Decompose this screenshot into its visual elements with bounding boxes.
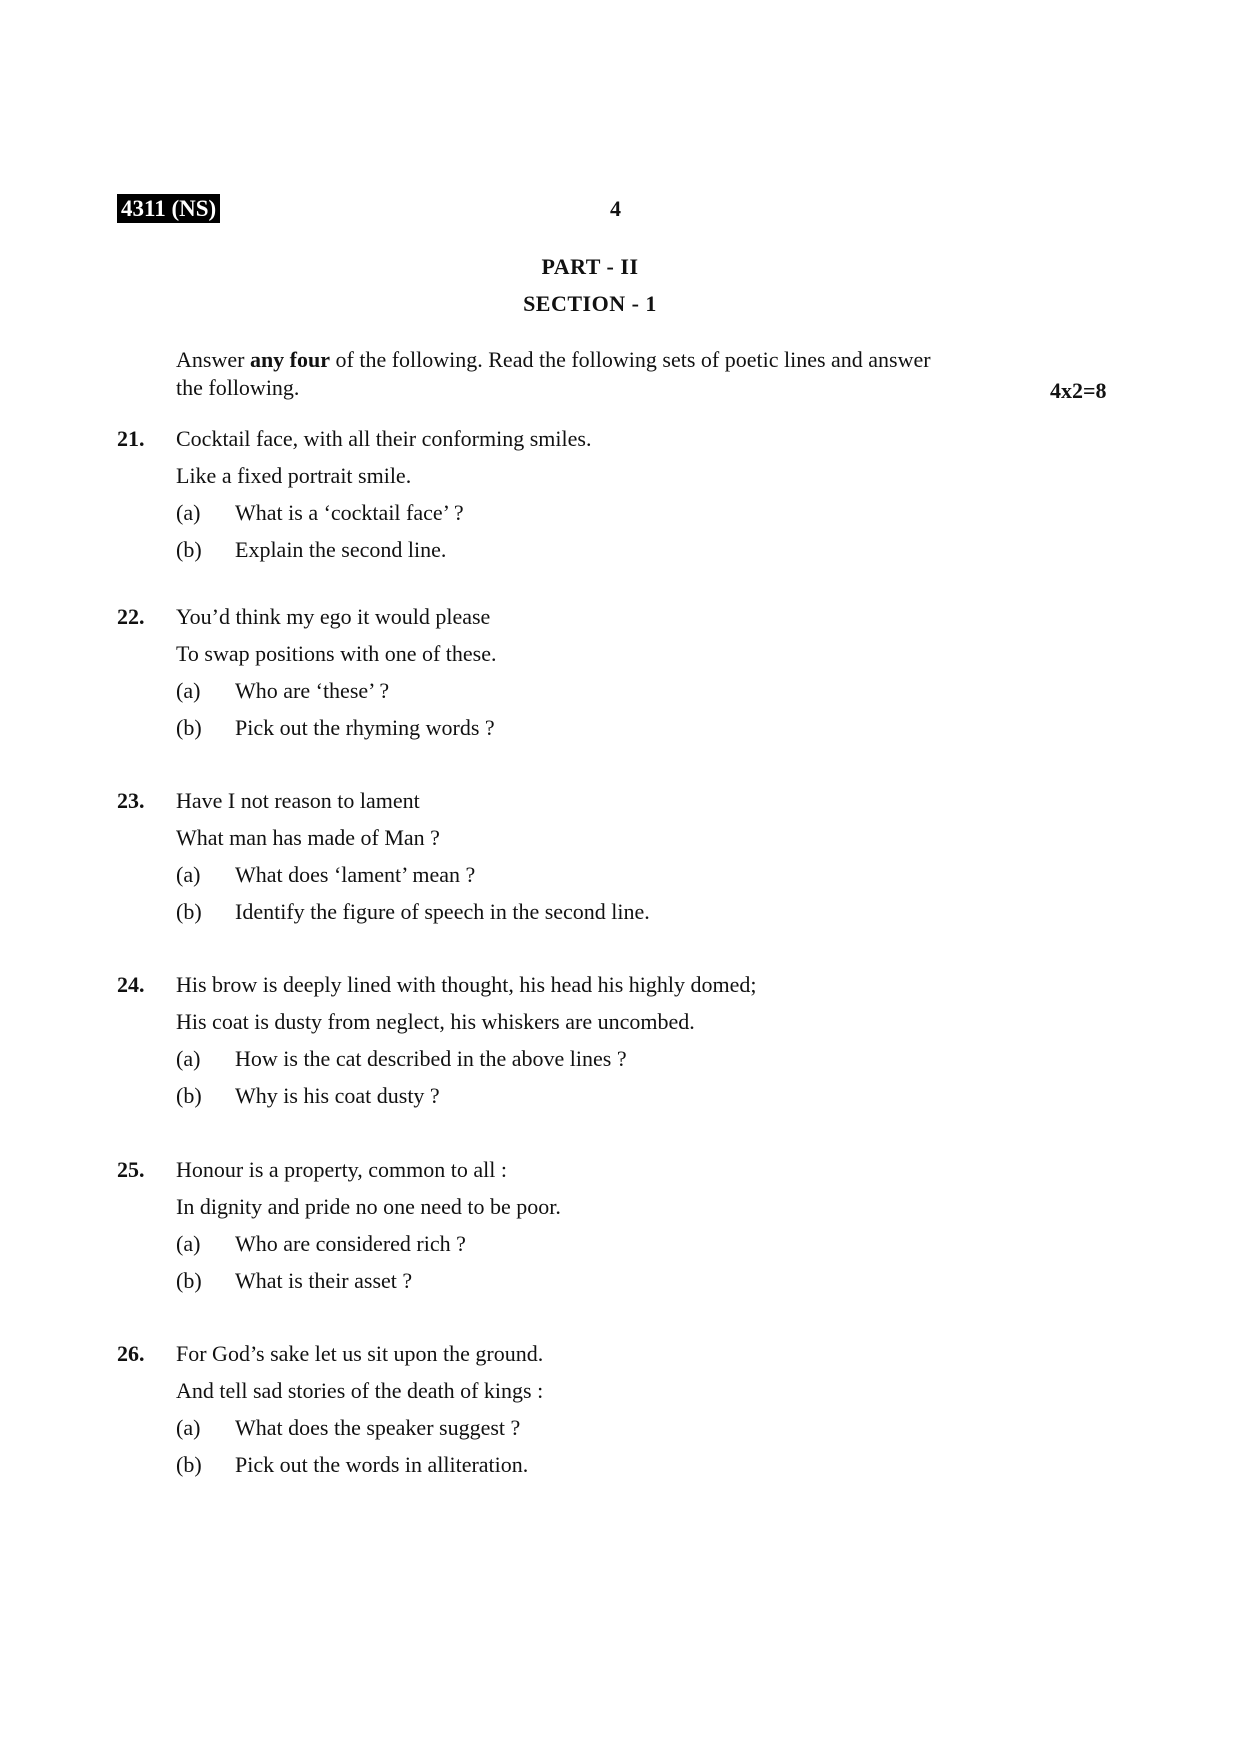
sub-question-b-label: (b)	[176, 1083, 202, 1108]
poem-line-1: Cocktail face, with all their conforming smiles.	[176, 426, 592, 451]
sub-question-b-label: (b)	[176, 1452, 202, 1477]
instruction-text	[176, 346, 1116, 402]
poem-line-1: Have I not reason to lament	[176, 788, 420, 813]
sub-question-a-label: (a)	[176, 1415, 201, 1440]
sub-question-b-text: What is their asset ?	[235, 1268, 413, 1293]
poem-line-2: Like a fixed portrait smile.	[176, 463, 412, 488]
sub-question-b-label: (b)	[176, 715, 202, 740]
poem-line-1: For God’s sake let us sit upon the ground.	[176, 1341, 544, 1366]
question-number: 22.	[117, 604, 145, 629]
question-number: 23.	[117, 788, 145, 813]
sub-question-a-label: (a)	[176, 500, 201, 525]
sub-question-a-text: What does ‘lament’ mean ?	[235, 862, 476, 887]
sub-question-b-text: Why is his coat dusty ?	[235, 1083, 440, 1108]
instruction-line2: the following.	[176, 375, 300, 400]
question-number: 25.	[117, 1157, 145, 1182]
sub-question-a-text: Who are ‘these’ ?	[235, 678, 390, 703]
instruction-prefix: Answer	[176, 347, 250, 372]
marks-allocation: 4x2=8	[1050, 378, 1107, 403]
poem-line-2: What man has made of Man ?	[176, 825, 440, 850]
page-number: 4	[610, 196, 621, 221]
question-number: 21.	[117, 426, 145, 451]
poem-line-2: To swap positions with one of these.	[176, 641, 497, 666]
sub-question-b-label: (b)	[176, 1268, 202, 1293]
sub-question-a-text: What does the speaker suggest ?	[235, 1415, 521, 1440]
part-title: PART - II	[541, 254, 639, 279]
sub-question-a-label: (a)	[176, 1046, 201, 1071]
sub-question-a-label: (a)	[176, 678, 201, 703]
section-title: SECTION - 1	[523, 291, 657, 316]
question-number: 24.	[117, 972, 145, 997]
instruction-emphasis: any four	[249, 347, 330, 372]
sub-question-b-text: Pick out the words in alliteration.	[235, 1452, 529, 1477]
sub-question-a-text: Who are considered rich ?	[235, 1231, 466, 1256]
poem-line-1: His brow is deeply lined with thought, his head his highly domed;	[176, 972, 757, 997]
paper-code-badge: 4311 (NS)	[117, 194, 220, 223]
instruction-line1-rest: of the following. Read the following sets of poetic lines and answer	[330, 347, 931, 372]
sub-question-a-label: (a)	[176, 862, 201, 887]
sub-question-b-text: Identify the figure of speech in the second line.	[235, 899, 650, 924]
sub-question-a-label: (a)	[176, 1231, 201, 1256]
poem-line-1: Honour is a property, common to all :	[176, 1157, 507, 1182]
poem-line-1: You’d think my ego it would please	[176, 604, 491, 629]
poem-line-2: In dignity and pride no one need to be poor.	[176, 1194, 561, 1219]
poem-line-2: And tell sad stories of the death of kings :	[176, 1378, 544, 1403]
question-number: 26.	[117, 1341, 145, 1366]
sub-question-a-text: How is the cat described in the above lines ?	[235, 1046, 627, 1071]
sub-question-a-text: What is a ‘cocktail face’ ?	[235, 500, 464, 525]
sub-question-b-label: (b)	[176, 537, 202, 562]
sub-question-b-label: (b)	[176, 899, 202, 924]
sub-question-b-text: Explain the second line.	[235, 537, 447, 562]
sub-question-b-text: Pick out the rhyming words ?	[235, 715, 495, 740]
poem-line-2: His coat is dusty from neglect, his whiskers are uncombed.	[176, 1009, 695, 1034]
